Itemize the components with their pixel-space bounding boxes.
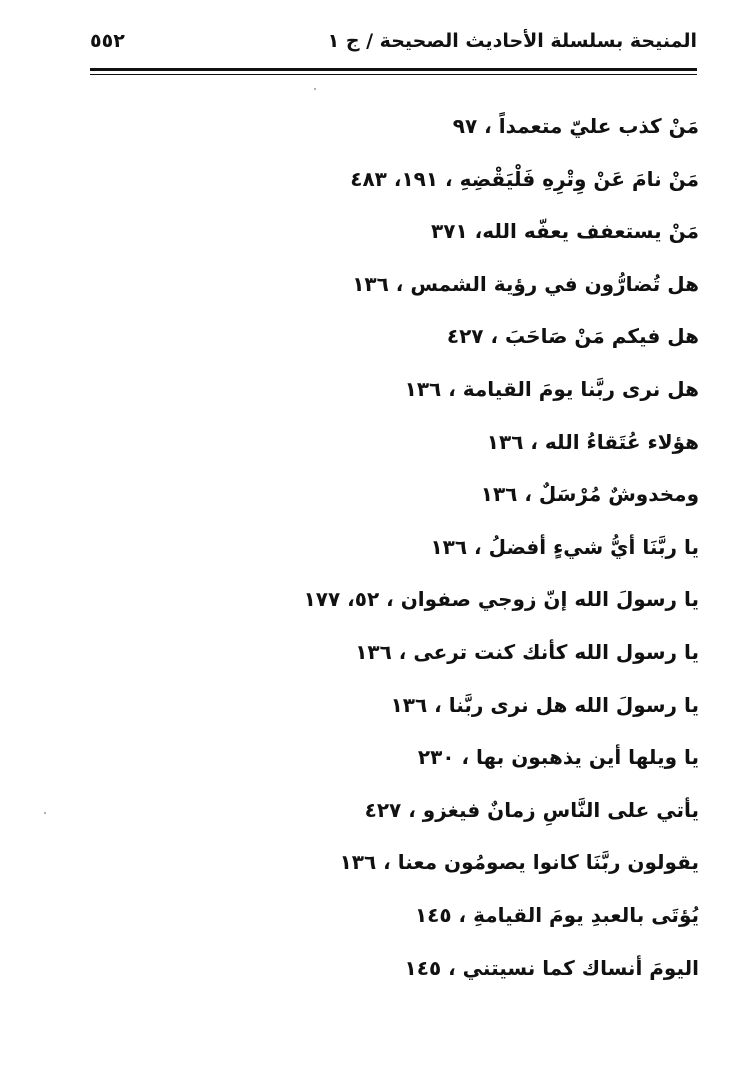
index-entry: يا رسول الله كأنك كنت ترعى ، ١٣٦ [355, 639, 699, 664]
index-entry: مَنْ كذب عليّ متعمداً ، ٩٧ [452, 114, 699, 138]
index-entry: هؤلاء عُتَقاءُ الله ، ١٣٦ [486, 429, 699, 454]
header-rule-thick [90, 68, 697, 71]
index-entry: يأتي على النَّاسِ زمانٌ فيغزو ، ٤٢٧ [364, 797, 699, 822]
index-entry: يُؤتَى بالعبدِ يومَ القيامةِ ، ١٤٥ [414, 902, 699, 927]
index-entry: اليومَ أنساك كما نسيتني ، ١٤٥ [404, 955, 699, 980]
index-entry: يا رسولَ الله هل نرى ربَّنا ، ١٣٦ [390, 692, 699, 717]
scan-speck [44, 812, 46, 814]
index-entry: يا ويلها أين يذهبون بها ، ٢٣٠ [417, 745, 699, 770]
page-header [90, 28, 697, 62]
index-entry: يا ربَّنَا أيُّ شيءٍ أفضلُ ، ١٣٦ [430, 534, 699, 559]
header-rule-thin [90, 74, 697, 75]
index-entry: ومخدوشٌ مُرْسَلٌ ، ١٣٦ [480, 482, 699, 507]
index-entry: مَنْ يستعفف يعفّه الله، ٣٧١ [431, 219, 699, 244]
index-entry: هل فيكم مَنْ صَاحَبَ ، ٤٢٧ [446, 324, 699, 349]
index-entry: هل تُضارُّون في رؤية الشمس ، ١٣٦ [352, 271, 699, 296]
hadith-index-list [79, 100, 699, 994]
index-entry: هل نرى ربَّنا يومَ القيامة ، ١٣٦ [404, 376, 699, 401]
scan-speck [314, 88, 316, 90]
index-entry: يا رسولَ الله إنّ زوجي صفوان ، ٥٢، ١٧٧ [303, 587, 699, 612]
index-entry: مَنْ نامَ عَنْ وِتْرِهِ فَلْيَقْضِهِ ، ١٩١، ٤٨٣ [350, 166, 699, 191]
index-entry: يقولون ربَّنَا كانوا يصومُون معنا ، ١٣٦ [339, 850, 699, 875]
running-title: المنيحة بسلسلة الأحاديث الصحيحة / ج ١ [327, 30, 697, 52]
page-number: ٥٥٢ [90, 30, 125, 52]
